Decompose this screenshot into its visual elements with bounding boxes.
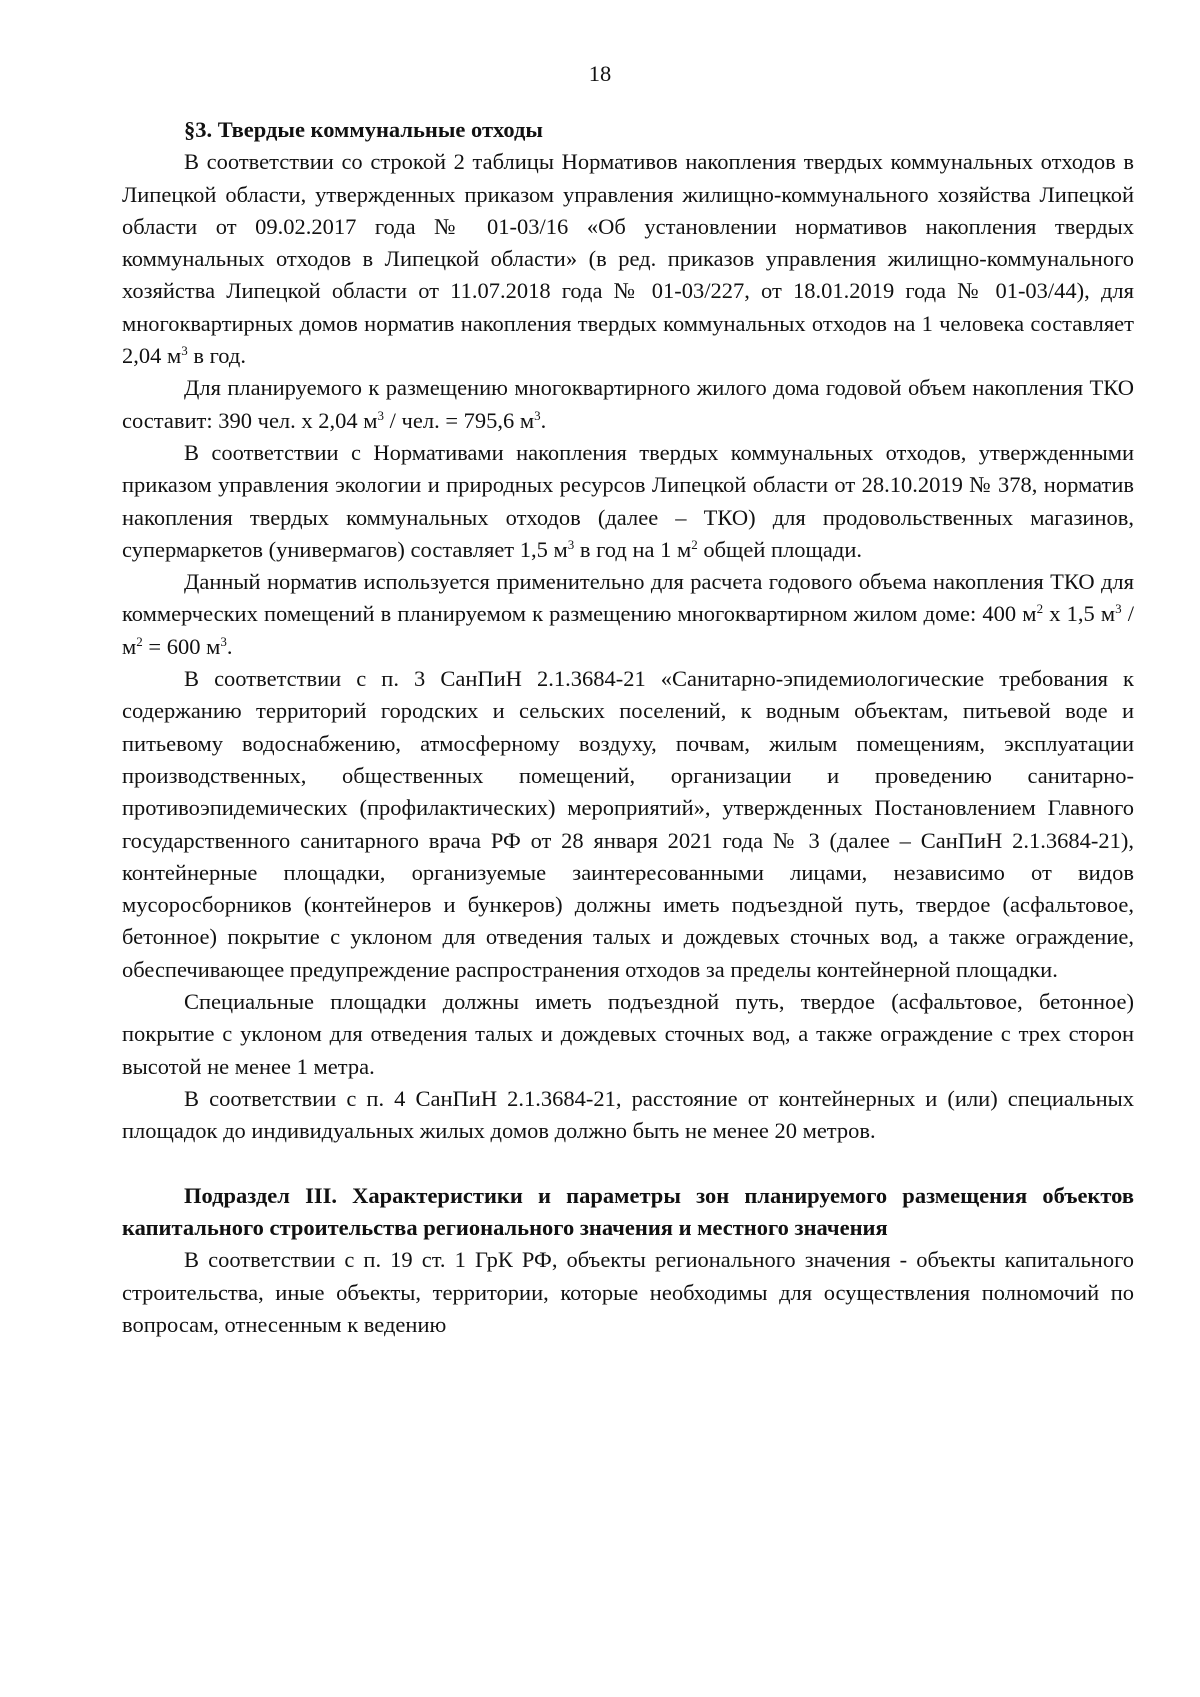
superscript: 2	[691, 536, 698, 552]
superscript: 3	[567, 536, 575, 552]
text-run: Для планируемого к размещению многоквартирного жилого дома годовой объем накопления ТКО составит: 390 чел. х 2,04 м	[122, 375, 1134, 433]
text-run: в год на 1 м	[574, 536, 692, 562]
paragraph-special-sites: Специальные площадки должны иметь подъездной путь, твердое (асфальтовое, бетонное) покрытие с уклоном для отведения талых и дождевых сточных вод, а также ограждение с трех сторон высотой не менее 1 метра.	[122, 989, 1134, 1079]
page-content	[122, 114, 1134, 1341]
superscript: 3	[181, 343, 188, 359]
superscript: 3	[377, 407, 385, 423]
text-run: / чел. = 795,6 м	[384, 407, 535, 433]
subsection-heading-iii: Подраздел III. Характеристики и параметры зон планируемого размещения объектов капитального строительства регионального значения и местного значения	[122, 1182, 1134, 1241]
text-run: общей площади.	[697, 536, 862, 562]
text-run: .	[540, 407, 547, 433]
text-run: / м	[122, 601, 1135, 659]
text-run: х 1,5 м	[1043, 601, 1116, 627]
superscript: 3	[1115, 601, 1122, 617]
text-run: в год.	[187, 343, 246, 369]
text-run: .	[226, 633, 233, 659]
text-run: В соответствии с Нормативами накопления твердых коммунальных отходов, утвержденными приказом управления экологии и природных ресурсов Липецкой области от 28.10.2019 № 378, норматив накопления твердых коммунальных отходов (далее – ТКО) для продовольственных магазинов, супермаркетов (универмагов) составляет 1,5 м	[122, 439, 1134, 562]
paragraph-commercial-volume	[122, 566, 1134, 663]
superscript: 2	[136, 633, 143, 649]
section-heading-solid-waste: §3. Твердые коммунальные отходы	[184, 117, 543, 142]
page-number: 18	[588, 61, 612, 86]
paragraph-sanpin-containers: В соответствии с п. 3 СанПиН 2.1.3684-21 «Санитарно-эпидемиологические требования к содержанию территорий городских и сельских поселений, к водным объектам, питьевой воде и питьевому водоснабжению, атмосферному воздуху, почвам, жилым помещениям, эксплуатации производственных, общественных помещений, организации и проведению санитарно-противоэпидемических (профилактических) мероприятий», утвержденных Постановлением Главного государственного санитарного врача РФ от 28 января 2021 года № 3 (далее – СанПиН 2.1.3684-21), контейнерные площадки, организуемые заинтересованными лицами, независимо от видов мусоросборников (контейнеров и бункеров) должны иметь подъездной путь, твердое (асфальтовое, бетонное) покрытие с уклоном для отведения талых и дождевых сточных вод, а также ограждение, обеспечивающее предупреждение распространения отходов за пределы контейнерной площадки.	[122, 666, 1134, 982]
paragraph-regional-objects: В соответствии с п. 19 ст. 1 ГрК РФ, объекты регионального значения - объекты капитального строительства, иные объекты, территории, которые необходимы для осуществления полномочий по вопросам, отнесенным к ведению	[122, 1247, 1134, 1337]
paragraph-distance-requirement: В соответствии с п. 4 СанПиН 2.1.3684-21, расстояние от контейнерных и (или) специальных площадок до индивидуальных жилых домов должно быть не менее 20 метров.	[122, 1085, 1134, 1144]
text-run: В соответствии со строкой 2 таблицы Нормативов накопления твердых коммунальных отходов в Липецкой области, утвержденных приказом управления жилищно-коммунального хозяйства Липецкой области от 09.02.2017 года № 01-03/16 «Об установлении нормативов накопления твердых коммунальных отходов в Липецкой области» (в ред. приказов управления жилищно-коммунального хозяйства Липецкой области от 11.07.2018 года № 01-03/227, от 18.01.2019 года № 01-03/44), для многоквартирных домов норматив накопления твердых коммунальных отходов на 1 человека составляет 2,04 м	[122, 149, 1134, 369]
superscript: 2	[1036, 601, 1044, 617]
superscript: 3	[534, 407, 541, 423]
paragraph-annual-volume	[122, 372, 1134, 437]
paragraph-norm-per-person	[122, 146, 1134, 372]
text-run: Данный норматив используется применительно для расчета годового объема накопления ТКО для коммерческих помещений в планируемом к размещению многоквартирном жилом доме: 400 м	[122, 569, 1134, 627]
text-run: = 600 м	[142, 633, 221, 659]
superscript: 3	[220, 633, 227, 649]
paragraph-store-norm	[122, 437, 1134, 566]
